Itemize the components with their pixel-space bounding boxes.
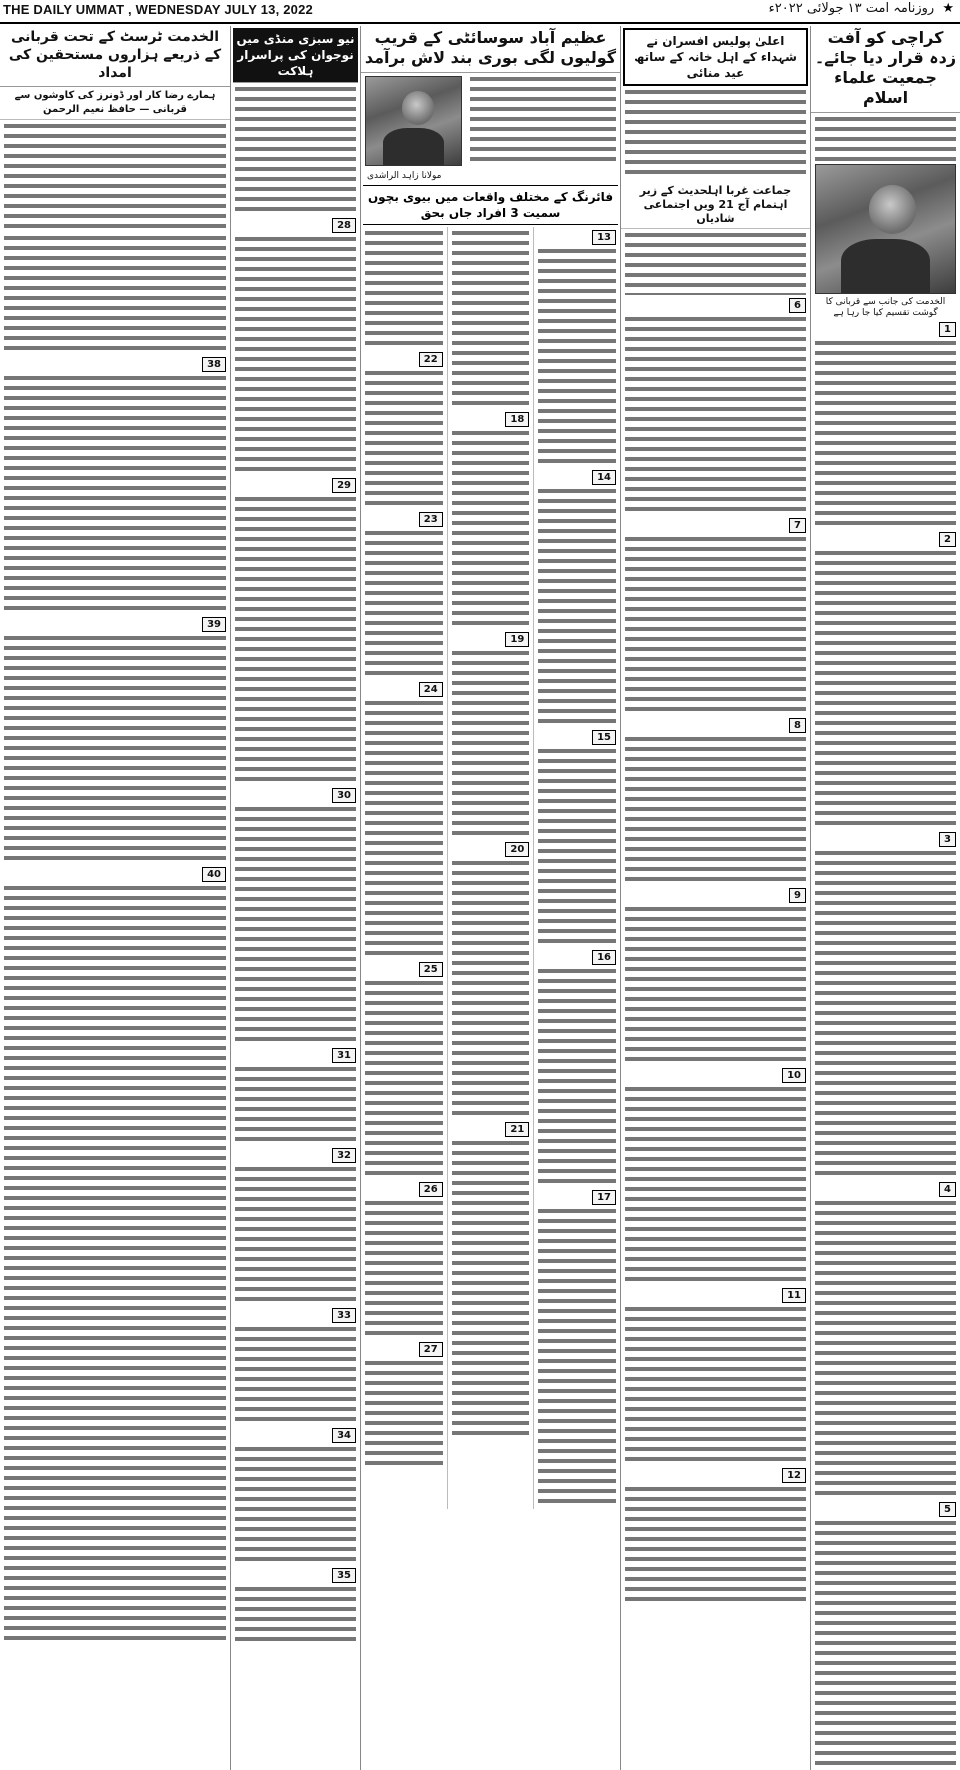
story-number-box [365,1182,443,1196]
story-number: 9 [789,888,806,903]
story-text [538,487,616,727]
story-number-box [4,357,226,371]
story-number: 38 [202,357,226,372]
story-number: 26 [419,1182,443,1197]
story-text [815,549,956,829]
story-text [235,805,356,1045]
story-number-box [235,1428,356,1442]
story-number: 10 [782,1068,806,1083]
story-number: 40 [202,867,226,882]
column-a-headline: کراچی کو آفت زدہ قرار دیا جائے۔ جمعیت علماء اسلام [811,26,960,113]
column-d-headline: نیو سبزی منڈی میں نوجوان کی پراسرار ہلاکت [233,28,358,83]
column-b-lead-text [625,88,806,180]
story-text [235,235,356,475]
masthead-urdu [769,1,954,16]
story-number-box [538,950,616,964]
story-number-box [538,1190,616,1204]
story-number-box [452,842,530,856]
star-icon: ★ [942,1,954,16]
story-text [625,1485,806,1605]
story-text [235,1325,356,1425]
story-number-box [452,412,530,426]
masthead-urdu-text: روزنامہ امت ۱۳ جولائی ۲۰۲۲ء [768,1,935,16]
story-number-box [235,478,356,492]
story-number: 21 [505,1122,529,1137]
story-number: 1 [939,322,956,337]
story-number-box [235,1048,356,1062]
column-c [360,26,620,1770]
story-text [815,849,956,1179]
story-text [235,1165,356,1305]
story-text [365,979,443,1179]
story-text [365,1199,443,1339]
story-text [4,884,226,1644]
story-text [815,1519,956,1770]
column-b-subhead: جماعت غربا اہلحدیث کے زیر اہتمام آج 21 ویں اجتماعی شادیاں [621,182,810,229]
story-number: 31 [332,1048,356,1063]
story-number-box [538,730,616,744]
story-number-box [538,230,616,244]
story-number: 22 [419,352,443,367]
story-text [452,649,530,839]
story-number: 11 [782,1288,806,1303]
photo-portrait [365,76,462,166]
story-number-box [625,1288,806,1302]
column-d-lead-text [235,85,356,215]
column-c-left-subcol [361,227,447,1509]
story-number-box [4,617,226,631]
column-c-body [361,227,620,1509]
column-c-right-subcol [533,227,620,1509]
story-number: 24 [419,682,443,697]
column-c-middle-subcol [447,227,534,1509]
story-number: 35 [332,1568,356,1583]
column-e-text [4,234,226,354]
photo-portrait-head [402,91,434,124]
story-text [365,369,443,509]
story-number-box [235,1568,356,1582]
story-text [235,1585,356,1645]
story-number: 13 [592,230,616,245]
story-number-box [365,1342,443,1356]
story-text [625,735,806,885]
column-c-subhead: فائرنگ کے مختلف واقعات میں بیوی بچوں سمیت 3 افراد جاں بحق [363,185,618,225]
story-number-box [538,470,616,484]
column-e-headline: الخدمت ٹرسٹ کے تحت قربانی کے ذریعے ہزاروں مستحقین کی امداد [0,26,230,87]
story-text [625,1305,806,1465]
story-number-box [235,218,356,232]
photo-figure-body [841,239,930,293]
story-number: 6 [789,298,806,313]
story-text [452,229,530,409]
masthead-english: THE DAILY UMMAT , WEDNESDAY JULY 13, 2022 [3,2,313,17]
story-number: 2 [939,532,956,547]
story-text [625,315,806,515]
story-number-box [625,298,806,312]
story-number-box [365,352,443,366]
column-e-lead-text [4,122,226,232]
story-text [538,747,616,947]
story-text [452,429,530,629]
story-number-box [625,1468,806,1482]
photo-2-caption: مولانا زاہد الراشدی [367,171,442,181]
story-number-box [235,1308,356,1322]
story-number: 12 [782,1468,806,1483]
story-number-box [452,1122,530,1136]
column-a-lead-text [815,115,956,161]
story-number: 3 [939,832,956,847]
story-number-box [452,632,530,646]
story-number-box [625,888,806,902]
story-text [625,535,806,715]
story-number: 28 [332,218,356,233]
story-text [365,699,443,959]
story-number: 8 [789,718,806,733]
story-number: 7 [789,518,806,533]
column-d [230,26,360,1770]
story-number-box [365,682,443,696]
story-number-box [235,1148,356,1162]
story-text [625,905,806,1065]
column-a [810,26,960,1770]
column-e-subhead: ہمارے رضا کار اور ڈونرز کی کاوشوں سے قربانی — حافظ نعیم الرحمن [0,87,230,120]
story-number: 14 [592,470,616,485]
story-number: 20 [505,842,529,857]
story-number: 15 [592,730,616,745]
column-b [620,26,810,1770]
story-number: 25 [419,962,443,977]
story-number: 16 [592,950,616,965]
story-number: 33 [332,1308,356,1323]
story-text [452,1139,530,1439]
column-b-sub-text [625,231,806,295]
story-number-box [235,788,356,802]
column-c-lead-row [361,73,620,169]
story-number: 5 [939,1502,956,1517]
story-text [4,374,226,614]
column-e [0,26,230,1770]
story-text [235,495,356,785]
story-number: 19 [505,632,529,647]
story-text [365,529,443,679]
photo-portrait-body [383,128,444,165]
story-text [625,1085,806,1285]
story-text [538,967,616,1187]
story-text [815,339,956,529]
story-number-box [4,867,226,881]
story-number-box [815,322,956,336]
story-text [538,247,616,467]
story-text [365,1359,443,1469]
story-text [235,1445,356,1565]
story-number-box [365,962,443,976]
story-text [365,229,443,349]
story-text [452,859,530,1119]
story-number: 17 [592,1190,616,1205]
story-number-box [815,832,956,846]
story-number: 29 [332,478,356,493]
story-number: 27 [419,1342,443,1357]
story-number: 32 [332,1148,356,1163]
story-number-box [625,1068,806,1082]
photo-distribution [815,164,956,294]
story-number: 23 [419,512,443,527]
story-text [538,1207,616,1507]
story-number-box [365,512,443,526]
story-number-box [815,1502,956,1516]
masthead [0,0,960,24]
story-number-box [815,1182,956,1196]
story-number-box [625,518,806,532]
story-number: 4 [939,1182,956,1197]
story-number-box [815,532,956,546]
story-text [815,1199,956,1499]
story-number: 34 [332,1428,356,1443]
story-number: 39 [202,617,226,632]
story-text [4,634,226,864]
column-c-headline: عظیم آباد سوسائٹی کے قریب گولیوں لگی بوری بند لاش برآمد [361,26,620,73]
photo-1-caption: الخدمت کی جانب سے قربانی کا گوشت تقسیم کیا جا رہا ہے [825,297,946,318]
column-c-lead-text [470,75,616,163]
story-number-box [625,718,806,732]
story-text [235,1065,356,1145]
story-number: 30 [332,788,356,803]
column-b-headline: اعلیٰ پولیس افسران نے شہداء کے اہل خانہ کے ساتھ عید منائی [623,28,808,86]
story-number: 18 [505,412,529,427]
photo-figure [869,185,916,234]
